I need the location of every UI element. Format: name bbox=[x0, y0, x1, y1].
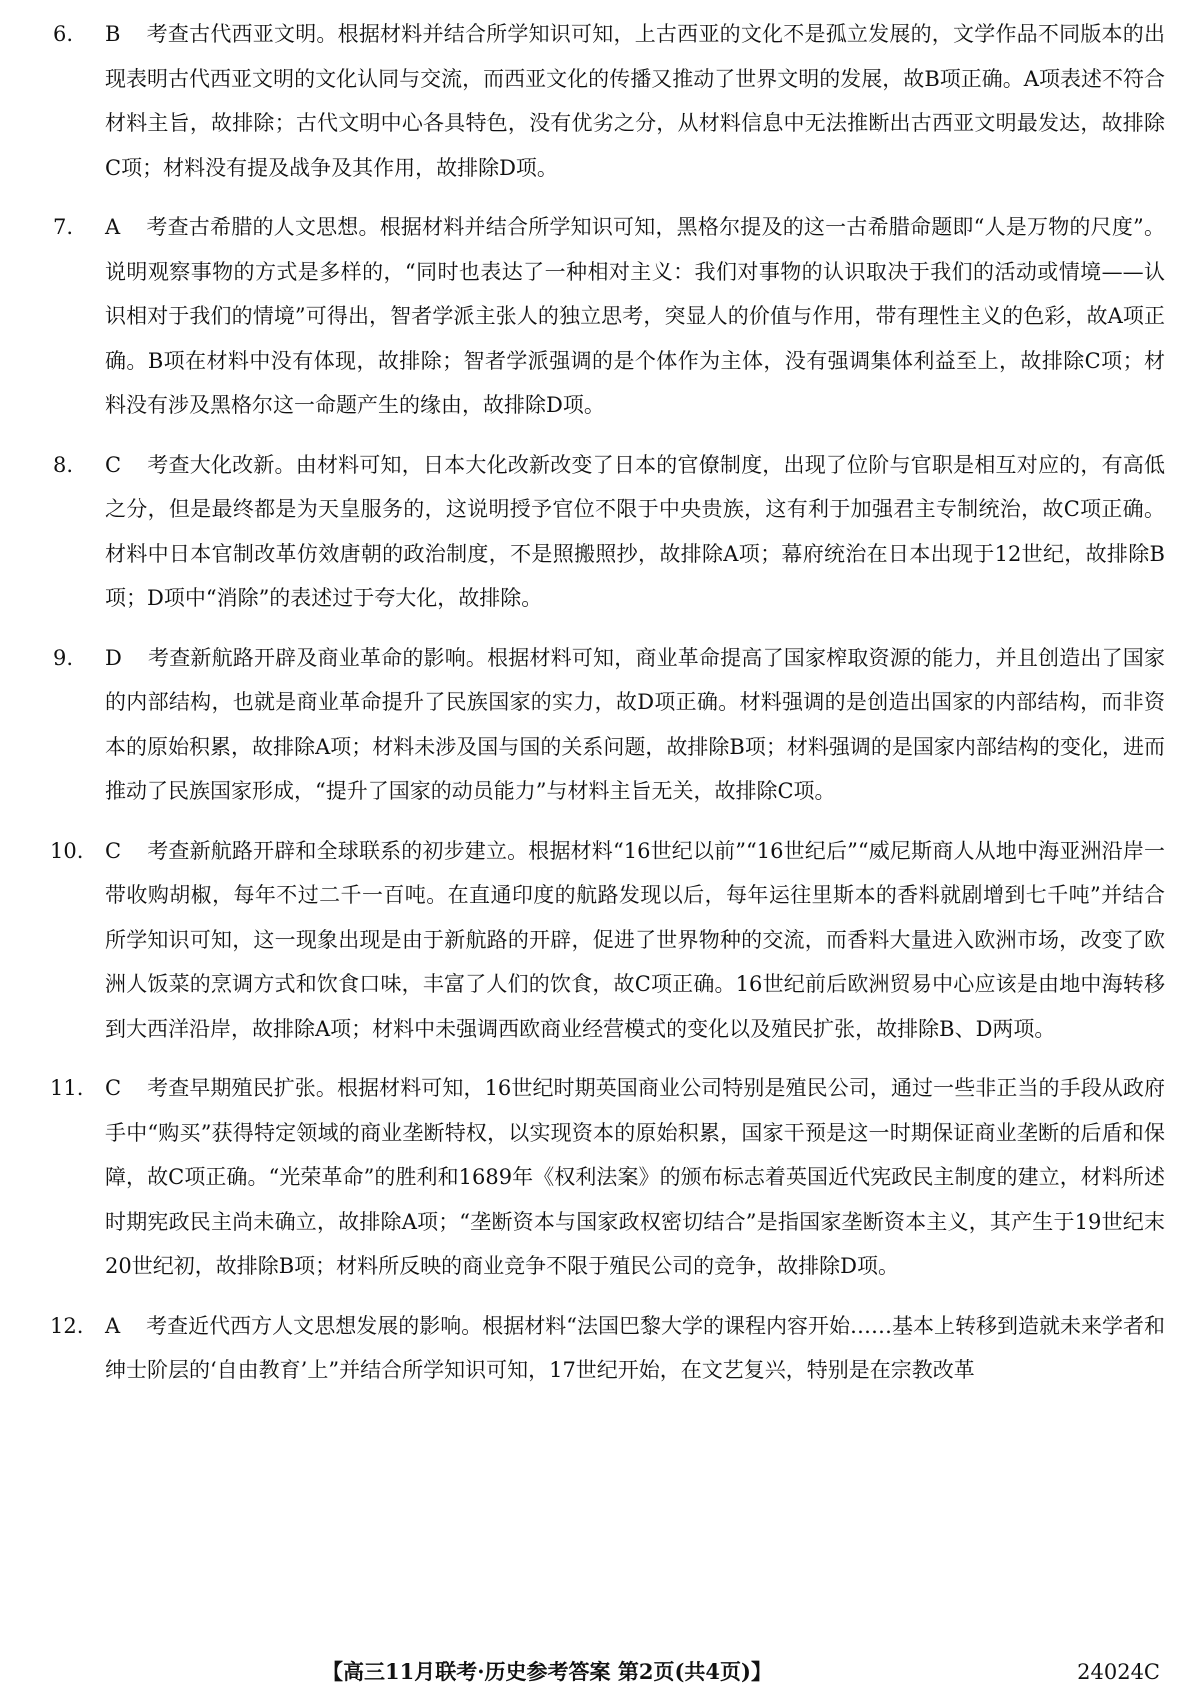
answer-explanation: 考查大化改新。由材料可知，日本大化改新改变了日本的官僚制度，出现了位阶与官职是相互对应的，有高低之分，但是最终都是为天皇服务的，这说明授予官位不限于中央贵族，这有利于加强君主专制统治，故C项正确。材料中日本官制改革仿效唐朝的政治制度，不是照搬照抄，故排除A项；幕府统治在日本出现于12世纪，故排除B项；D项中“消除”的表述过于夸大化，故排除。 bbox=[105, 452, 1165, 610]
answer-item-9 bbox=[53, 636, 1165, 814]
answer-choice: C bbox=[105, 1076, 122, 1100]
answer-item-8 bbox=[53, 443, 1165, 621]
footer-title: 【高三11月联考·历史参考答案 第2页(共4页)】 bbox=[322, 1659, 772, 1684]
answer-choice: C bbox=[105, 452, 122, 477]
answer-choice: D bbox=[105, 645, 122, 670]
answer-explanation: 考查新航路开辟和全球联系的初步建立。根据材料“16世纪以前”“16世纪后”“威尼斯商人从地中海亚洲沿岸一带收购胡椒，每年不过二千一百吨。在直通印度的航路发现以后，每年运往里斯本的香料就剧增到七千吨”并结合所学知识可知，这一现象出现是由于新航路的开辟，促进了世界物种的交流，而香料大量进入欧洲市场，改变了欧洲人饭菜的烹调方式和饮食口味，丰富了人们的饮食，故C项正确。16世纪前后欧洲贸易中心应该是由地中海转移到大西洋沿岸，故排除A项；材料中未强调西欧商业经营模式的变化以及殖民扩张，故排除B、D两项。 bbox=[105, 838, 1165, 1041]
answer-explanation: 考查近代西方人文思想发展的影响。根据材料“法国巴黎大学的课程内容开始……基本上转移到造就未来学者和绅士阶层的‘自由教育’上”并结合所学知识可知，17世纪开始，在文艺复兴，特别是在宗教改革 bbox=[105, 1313, 1165, 1382]
answer-number: 7. bbox=[53, 215, 74, 239]
answer-item-7 bbox=[53, 205, 1165, 428]
answer-choice: A bbox=[105, 1313, 121, 1338]
answer-explanation: 考查古希腊的人文思想。根据材料并结合所学知识可知，黑格尔提及的这一古希腊命题即“人是万物的尺度”。说明观察事物的方式是多样的，“同时也表达了一种相对主义：我们对事物的认识取决于我们的活动或情境——认识相对于我们的情境”可得出，智者学派主张人的独立思考，突显人的价值与作用，带有理性主义的色彩，故A项正确。B项在材料中没有体现，故排除；智者学派强调的是个体作为主体，没有强调集体利益至上，故排除C项；材料没有涉及黑格尔这一命题产生的缘由，故排除D项。 bbox=[105, 215, 1165, 417]
answer-number: 12. bbox=[50, 1313, 84, 1338]
answer-explanation: 考查早期殖民扩张。根据材料可知，16世纪时期英国商业公司特别是殖民公司，通过一些非正当的手段从政府手中“购买”获得特定领域的商业垄断特权，以实现资本的原始积累，国家干预是这一时期保证商业垄断的后盾和保障，故C项正确。“光荣革命”的胜利和1689年《权利法案》的颁布标志着英国近代宪政民主制度的建立，材料所述时期宪政民主尚未确立，故排除A项；“垄断资本与国家政权密切结合”是指国家垄断资本主义，其产生于19世纪末20世纪初，故排除B项；材料所反映的商业竞争不限于殖民公司的竞争，故排除D项。 bbox=[105, 1076, 1165, 1278]
answer-explanation: 考查古代西亚文明。根据材料并结合所学知识可知，上古西亚的文化不是孤立发展的，文学作品不同版本的出现表明古代西亚文明的文化认同与交流，而西亚文化的传播又推动了世界文明的发展，故B项正确。A项表述不符合材料主旨，故排除；古代文明中心各具特色，没有优劣之分，从材料信息中无法推断出古西亚文明最发达，故排除C项；材料没有提及战争及其作用，故排除D项。 bbox=[105, 22, 1165, 180]
answer-item-12 bbox=[50, 1304, 1165, 1393]
answer-explanation: 考查新航路开辟及商业革命的影响。根据材料可知，商业革命提高了国家榨取资源的能力，并且创造出了国家的内部结构，也就是商业革命提升了民族国家的实力，故D项正确。材料强调的是创造出国家的内部结构，而非资本的原始积累，故排除A项；材料未涉及国与国的关系问题，故排除B项；材料强调的是国家内部结构的变化，进而推动了民族国家形成，“提升了国家的动员能力”与材料主旨无关，故排除C项。 bbox=[105, 645, 1165, 803]
answer-choice: B bbox=[105, 22, 121, 46]
answer-item-6 bbox=[53, 12, 1165, 190]
footer-code: 24024C bbox=[1077, 1660, 1160, 1684]
answer-number: 11. bbox=[50, 1076, 84, 1100]
answer-item-10 bbox=[50, 829, 1165, 1052]
answer-item-11 bbox=[50, 1066, 1165, 1289]
answer-number: 8. bbox=[53, 452, 74, 477]
answer-list bbox=[50, 12, 1165, 1408]
page-footer bbox=[0, 1654, 1200, 1690]
answer-number: 6. bbox=[53, 22, 74, 46]
answer-number: 10. bbox=[50, 838, 84, 863]
answer-choice: A bbox=[105, 215, 121, 239]
answer-number: 9. bbox=[53, 645, 74, 670]
answer-choice: C bbox=[105, 838, 122, 863]
